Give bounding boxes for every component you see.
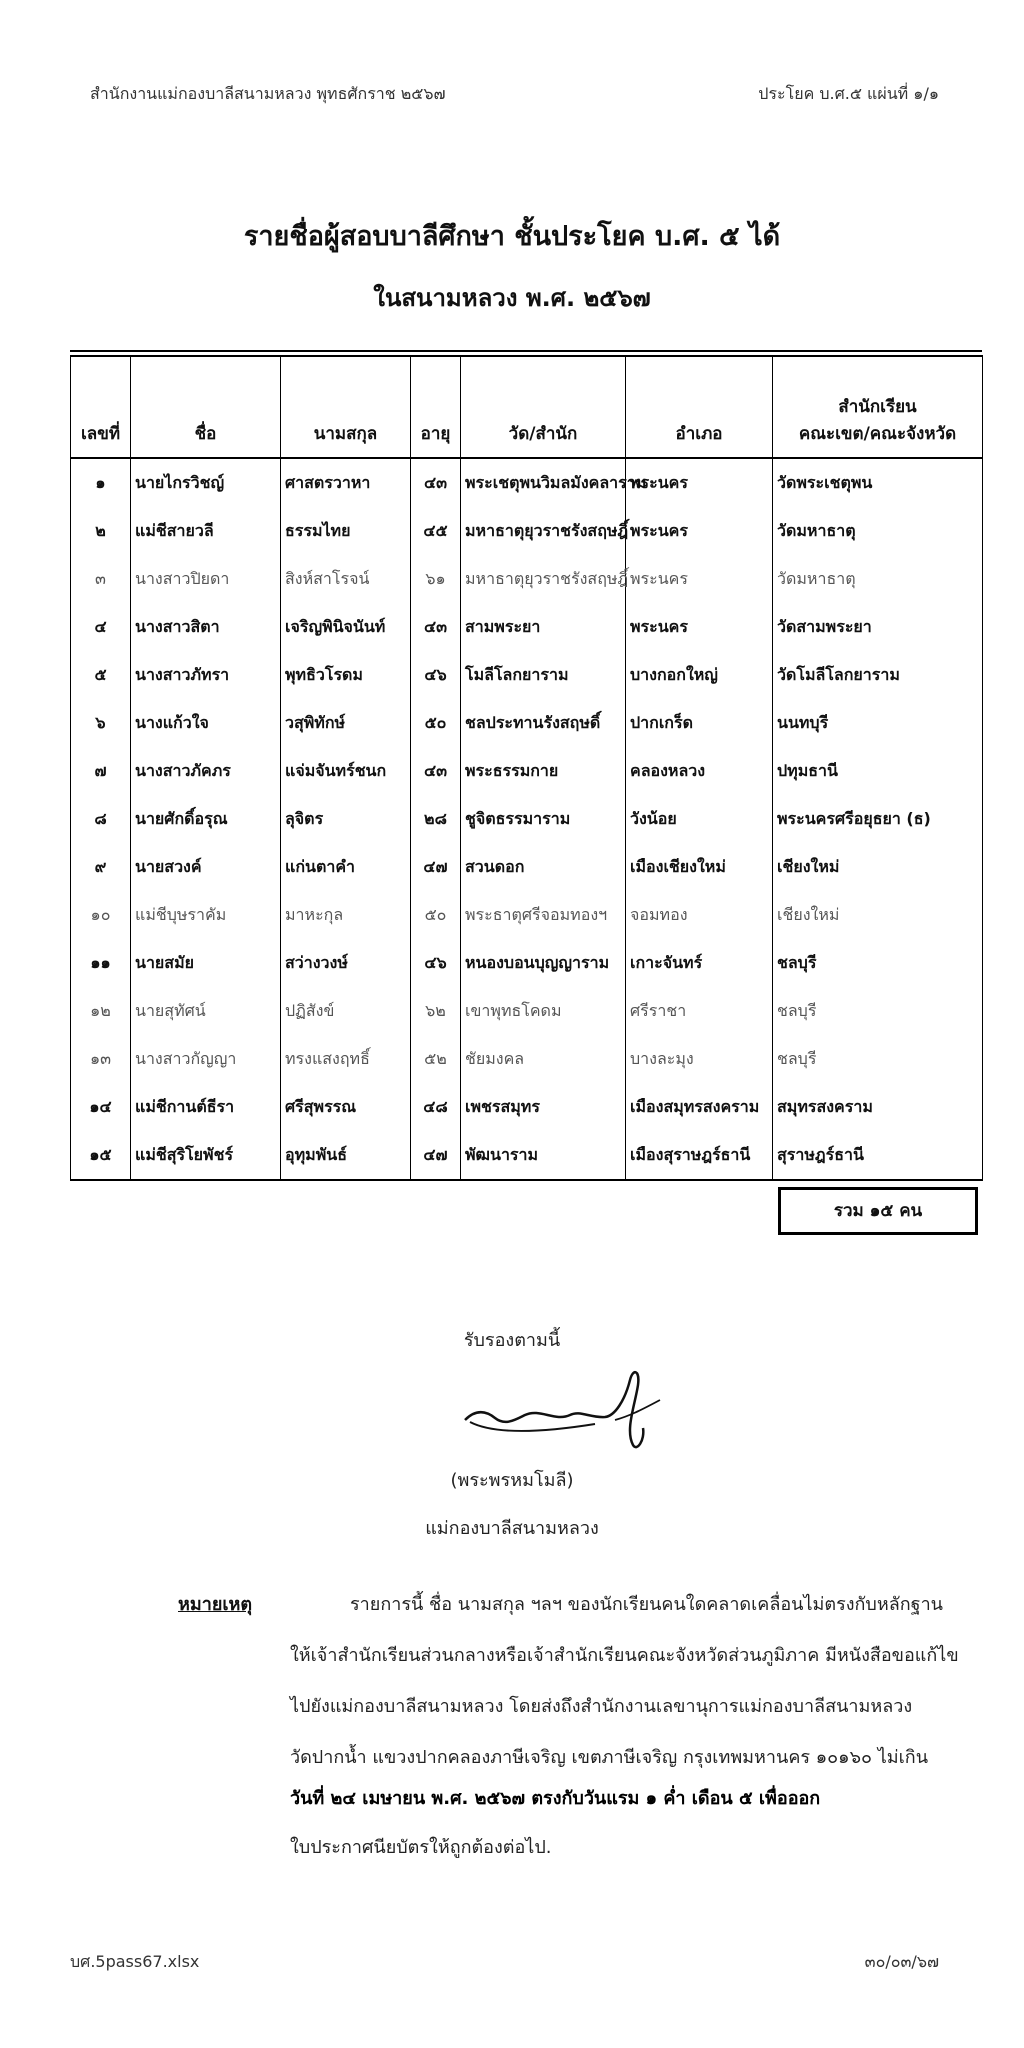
cell-district: พระนคร: [626, 458, 773, 507]
cell-age: ๒๘: [411, 795, 461, 843]
table-row: [71, 1131, 983, 1180]
cell-temple: หนองบอนบุญญาราม: [461, 939, 626, 987]
cell-school: ปทุมธานี: [773, 747, 983, 795]
cell-school: สมุทรสงคราม: [773, 1083, 983, 1131]
table-row: [71, 747, 983, 795]
cell-school: วัดมหาธาตุ: [773, 555, 983, 603]
cell-district: เมืองเชียงใหม่: [626, 843, 773, 891]
cell-district: ปากเกร็ด: [626, 699, 773, 747]
column-header: เลขที่: [71, 356, 131, 458]
cell-age: ๔๕: [411, 507, 461, 555]
table-top-rule: [70, 350, 982, 352]
cell-name: นางสาวภัคภร: [131, 747, 281, 795]
table-row: [71, 1035, 983, 1083]
cell-no: ๑๑: [71, 939, 131, 987]
cell-age: ๔๘: [411, 1083, 461, 1131]
cell-name: นายไกรวิชญ์: [131, 458, 281, 507]
table-header-row: [71, 356, 983, 458]
cell-age: ๔๗: [411, 843, 461, 891]
cell-no: ๑๕: [71, 1131, 131, 1180]
cell-name: แม่ชีสายวลี: [131, 507, 281, 555]
cell-age: ๕๐: [411, 699, 461, 747]
cell-age: ๔๓: [411, 747, 461, 795]
document-subtitle: ในสนามหลวง พ.ศ. ๒๕๖๗: [373, 284, 651, 312]
cell-age: ๔๓: [411, 603, 461, 651]
cell-surname: แก่นตาคำ: [281, 843, 411, 891]
cell-surname: พุทธิวโรดม: [281, 651, 411, 699]
cell-temple: มหาธาตุยุวราชรังสฤษฎิ์: [461, 555, 626, 603]
cell-school: นนทบุรี: [773, 699, 983, 747]
cell-school: เชียงใหม่: [773, 891, 983, 939]
cell-surname: สว่างวงษ์: [281, 939, 411, 987]
cell-district: เมืองสมุทรสงคราม: [626, 1083, 773, 1131]
header-sheet: ประโยค บ.ศ.๕ แผ่นที่ ๑/๑: [758, 84, 939, 103]
cell-surname: ศรีสุพรรณ: [281, 1083, 411, 1131]
cell-surname: ปฏิสังข์: [281, 987, 411, 1035]
table-row: [71, 651, 983, 699]
cell-district: วังน้อย: [626, 795, 773, 843]
cell-temple: ชลประทานรังสฤษดิ์: [461, 699, 626, 747]
cell-temple: เขาพุทธโคดม: [461, 987, 626, 1035]
cell-no: ๓: [71, 555, 131, 603]
cell-surname: ลุจิตร: [281, 795, 411, 843]
header-office: สำนักงานแม่กองบาลีสนามหลวง พุทธศักราช ๒๕๖๗: [90, 84, 446, 103]
cell-school: ชลบุรี: [773, 939, 983, 987]
cell-temple: ชูจิตธรรมาราม: [461, 795, 626, 843]
results-table: [70, 355, 983, 1181]
cell-temple: พระธรรมกาย: [461, 747, 626, 795]
certify-text: รับรองตามนี้: [463, 1330, 561, 1351]
footer-date: ๓๐/๐๓/๖๗: [864, 1952, 939, 1971]
cell-age: ๔๖: [411, 651, 461, 699]
cell-district: เมืองสุราษฎร์ธานี: [626, 1131, 773, 1180]
cell-school: วัดพระเชตุพน: [773, 458, 983, 507]
table-row: [71, 458, 983, 507]
cell-no: ๑: [71, 458, 131, 507]
note-line-deadline: วันที่ ๒๔ เมษายน พ.ศ. ๒๕๖๗ ตรงกับวันแรม ๑ ค่ำ เดือน ๕ เพื่อออก: [290, 1788, 821, 1809]
signer-name: (พระพรหมโมลี): [450, 1470, 574, 1491]
table-row: [71, 795, 983, 843]
cell-surname: ทรงแสงฤทธิ์: [281, 1035, 411, 1083]
column-header: ชื่อ: [131, 356, 281, 458]
cell-age: ๔๓: [411, 458, 461, 507]
cell-temple: โมลีโลกยาราม: [461, 651, 626, 699]
cell-no: ๖: [71, 699, 131, 747]
cell-surname: แจ่มจันทร์ชนก: [281, 747, 411, 795]
signature-image: [455, 1360, 685, 1470]
cell-school: พระนครศรีอยุธยา (ธ): [773, 795, 983, 843]
cell-no: ๕: [71, 651, 131, 699]
cell-no: ๙: [71, 843, 131, 891]
column-header: นามสกุล: [281, 356, 411, 458]
cell-age: ๖๑: [411, 555, 461, 603]
cell-temple: สามพระยา: [461, 603, 626, 651]
cell-age: ๔๗: [411, 1131, 461, 1180]
cell-name: นางสาวกัญญา: [131, 1035, 281, 1083]
cell-surname: อุทุมพันธ์: [281, 1131, 411, 1180]
table-row: [71, 555, 983, 603]
cell-school: วัดมหาธาตุ: [773, 507, 983, 555]
cell-no: ๑๔: [71, 1083, 131, 1131]
cell-surname: สิงห์สาโรจน์: [281, 555, 411, 603]
cell-district: บางละมุง: [626, 1035, 773, 1083]
cell-name: แม่ชีสุริโยพัชร์: [131, 1131, 281, 1180]
cell-name: แม่ชีบุษราคัม: [131, 891, 281, 939]
cell-surname: มาหะกุล: [281, 891, 411, 939]
cell-district: พระนคร: [626, 603, 773, 651]
cell-no: ๘: [71, 795, 131, 843]
table-row: [71, 891, 983, 939]
cell-name: นางสาวสิตา: [131, 603, 281, 651]
cell-name: นายสมัย: [131, 939, 281, 987]
table-row: [71, 843, 983, 891]
cell-district: จอมทอง: [626, 891, 773, 939]
table-row: [71, 603, 983, 651]
cell-school: ชลบุรี: [773, 1035, 983, 1083]
cell-temple: พัฒนาราม: [461, 1131, 626, 1180]
cell-district: คลองหลวง: [626, 747, 773, 795]
cell-no: ๒: [71, 507, 131, 555]
cell-surname: วสุพิทักษ์: [281, 699, 411, 747]
note-line: ใบประกาศนียบัตรให้ถูกต้องต่อไป.: [290, 1837, 552, 1858]
column-header: อำเภอ: [626, 356, 773, 458]
cell-surname: ศาสตรวาหา: [281, 458, 411, 507]
cell-no: ๑๓: [71, 1035, 131, 1083]
column-header: สำนักเรียน คณะเขต/คณะจังหวัด: [773, 356, 983, 458]
cell-temple: สวนดอก: [461, 843, 626, 891]
cell-no: ๗: [71, 747, 131, 795]
cell-name: นายศักดิ์อรุณ: [131, 795, 281, 843]
cell-name: นายสวงค์: [131, 843, 281, 891]
note-line: วัดปากน้ำ แขวงปากคลองภาษีเจริญ เขตภาษีเจริญ กรุงเทพมหานคร ๑๐๑๖๐ ไม่เกิน: [290, 1747, 928, 1768]
cell-district: พระนคร: [626, 555, 773, 603]
cell-surname: ธรรมไทย: [281, 507, 411, 555]
cell-district: บางกอกใหญ่: [626, 651, 773, 699]
cell-age: ๔๖: [411, 939, 461, 987]
cell-temple: มหาธาตุยุวราชรังสฤษฎิ์: [461, 507, 626, 555]
cell-district: ศรีราชา: [626, 987, 773, 1035]
note-label: หมายเหตุ: [178, 1594, 253, 1615]
cell-district: เกาะจันทร์: [626, 939, 773, 987]
cell-school: วัดโมลีโลกยาราม: [773, 651, 983, 699]
cell-school: ชลบุรี: [773, 987, 983, 1035]
document-title: รายชื่อผู้สอบบาลีศึกษา ชั้นประโยค บ.ศ. ๕ ได้: [243, 221, 781, 252]
table-row: [71, 939, 983, 987]
cell-name: นางแก้วใจ: [131, 699, 281, 747]
table-row: [71, 987, 983, 1035]
cell-age: ๕๒: [411, 1035, 461, 1083]
table-body: [71, 458, 983, 1180]
table-row: [71, 507, 983, 555]
table-row: [71, 699, 983, 747]
cell-name: นางสาวปิยดา: [131, 555, 281, 603]
cell-temple: ชัยมงคล: [461, 1035, 626, 1083]
signer-position: แม่กองบาลีสนามหลวง: [425, 1518, 599, 1539]
cell-temple: พระธาตุศรีจอมทองฯ: [461, 891, 626, 939]
cell-no: ๔: [71, 603, 131, 651]
cell-age: ๕๐: [411, 891, 461, 939]
cell-name: นายสุทัศน์: [131, 987, 281, 1035]
cell-school: เชียงใหม่: [773, 843, 983, 891]
column-header: วัด/สำนัก: [461, 356, 626, 458]
total-count-box: รวม ๑๕ คน: [778, 1187, 978, 1235]
cell-name: แม่ชีกานต์ธีรา: [131, 1083, 281, 1131]
results-table-wrap: [70, 350, 982, 1181]
note-line: ไปยังแม่กองบาลีสนามหลวง โดยส่งถึงสำนักงานเลขานุการแม่กองบาลีสนามหลวง: [290, 1696, 913, 1717]
cell-school: สุราษฎร์ธานี: [773, 1131, 983, 1180]
cell-no: ๑๒: [71, 987, 131, 1035]
cell-temple: พระเชตุพนวิมลมังคลาราม: [461, 458, 626, 507]
cell-district: พระนคร: [626, 507, 773, 555]
table-row: [71, 1083, 983, 1131]
cell-no: ๑๐: [71, 891, 131, 939]
cell-age: ๖๒: [411, 987, 461, 1035]
note-line: รายการนี้ ชื่อ นามสกุล ฯลฯ ของนักเรียนคนใดคลาดเคลื่อนไม่ตรงกับหลักฐาน: [350, 1594, 943, 1615]
cell-name: นางสาวภัทรา: [131, 651, 281, 699]
cell-temple: เพชรสมุทร: [461, 1083, 626, 1131]
cell-surname: เจริญพินิจนันท์: [281, 603, 411, 651]
cell-school: วัดสามพระยา: [773, 603, 983, 651]
note-line: ให้เจ้าสำนักเรียนส่วนกลางหรือเจ้าสำนักเรียนคณะจังหวัดส่วนภูมิภาค มีหนังสือขอแก้ไข: [290, 1645, 959, 1666]
footer-filename: บศ.5pass67.xlsx: [70, 1952, 200, 1971]
column-header: อายุ: [411, 356, 461, 458]
